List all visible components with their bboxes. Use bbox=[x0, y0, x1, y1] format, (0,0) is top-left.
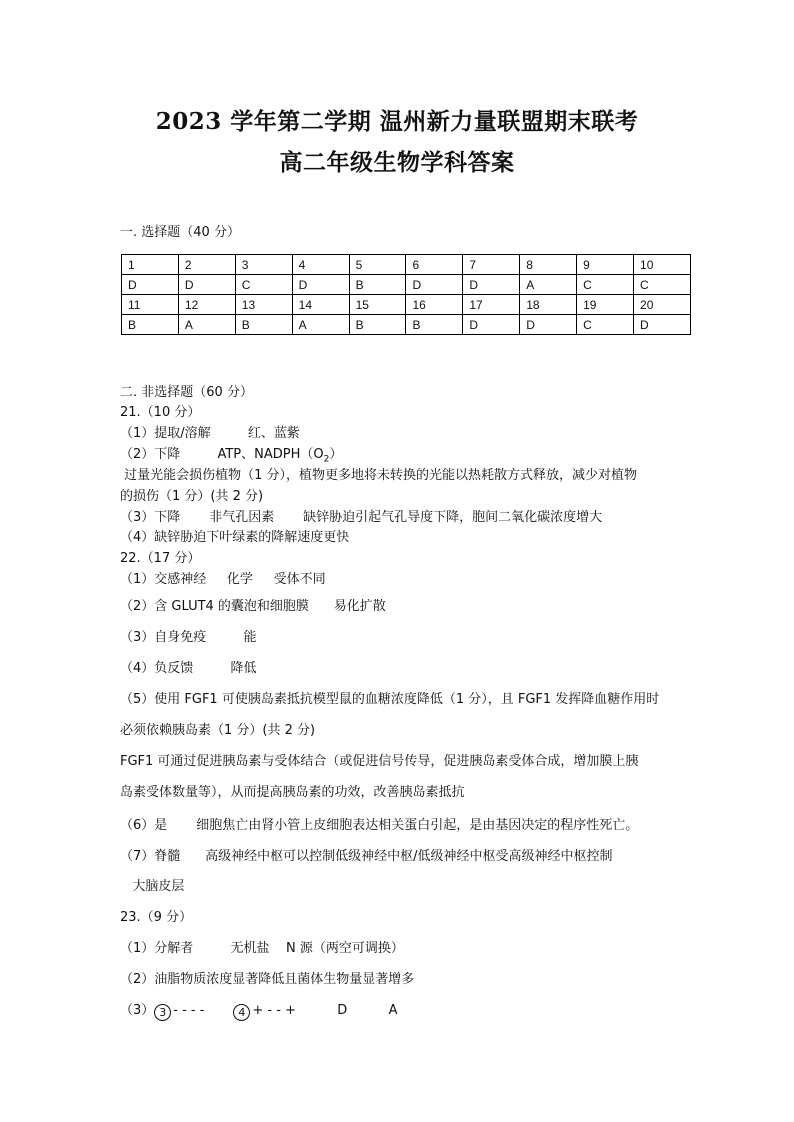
answer-table-cell: 11 bbox=[122, 295, 179, 315]
q22-line-3: （3）自身免疫 能 bbox=[120, 630, 257, 645]
answer-table-cell: 2 bbox=[178, 255, 235, 275]
answer-table-cell: A bbox=[520, 275, 577, 295]
answer-table-cell: D bbox=[634, 315, 691, 335]
answer-table-cell: B bbox=[122, 315, 179, 335]
answer-table-cell: 8 bbox=[520, 255, 577, 275]
answer-table-cell: 6 bbox=[406, 255, 463, 275]
answer-table-cell: C bbox=[235, 275, 292, 295]
section2-heading: 二. 非选择题（60 分） bbox=[120, 385, 253, 400]
answer-table-cell: 5 bbox=[349, 255, 406, 275]
answer-table-row bbox=[122, 275, 691, 295]
answer-table-row bbox=[122, 295, 691, 315]
answer-table-cell: A bbox=[178, 315, 235, 335]
answer-table-cell: 9 bbox=[577, 255, 634, 275]
q22-line-5: （5）使用 FGF1 可使胰岛素抵抗模型鼠的血糖浓度降低（1 分），且 FGF1 发挥降血糖作用时 bbox=[120, 692, 660, 707]
circled-number-3: 3 bbox=[154, 1004, 171, 1021]
answer-table-cell: D bbox=[520, 315, 577, 335]
q23-line-1: （1）分解者 无机盐 N 源（两空可调换） bbox=[120, 941, 404, 956]
answer-table-cell: 16 bbox=[406, 295, 463, 315]
exam-title: 2023 学年第二学期 温州新力量联盟期末联考 bbox=[155, 108, 639, 135]
answer-table-cell: 7 bbox=[463, 255, 520, 275]
q21-line-1: （1）提取/溶解 红、蓝紫 bbox=[120, 426, 300, 441]
q21-line-3: 过量光能会损伤植物（1 分），植物更多地将未转换的光能以热耗散方式释放，减少对植物 bbox=[120, 468, 638, 483]
circled-number-4: 4 bbox=[233, 1004, 250, 1021]
answer-table-cell: D bbox=[463, 315, 520, 335]
answer-table-cell: 3 bbox=[235, 255, 292, 275]
answer-table-cell: C bbox=[577, 275, 634, 295]
answer-table-cell: 13 bbox=[235, 295, 292, 315]
q21-line-4: 的损伤（1 分）(共 2 分) bbox=[120, 489, 264, 504]
q23-line-3: （3） 3 - - - - 4 + - - + D A bbox=[120, 1003, 398, 1019]
answer-table-row bbox=[122, 315, 691, 335]
answer-table-cell: D bbox=[178, 275, 235, 295]
q22-line-6: 必须依赖胰岛素（1 分）(共 2 分) bbox=[120, 723, 316, 738]
q22-line-2: （2）含 GLUT4 的囊泡和细胞膜 易化扩散 bbox=[120, 599, 386, 614]
q22-line-1: （1）交感神经 化学 受体不同 bbox=[120, 572, 326, 587]
q22-line-11: 大脑皮层 bbox=[120, 879, 185, 894]
answer-table-cell: D bbox=[292, 275, 349, 295]
answer-table-cell: 4 bbox=[292, 255, 349, 275]
answer-table-cell: 14 bbox=[292, 295, 349, 315]
answer-table-cell: B bbox=[235, 315, 292, 335]
q23-line-2: （2）油脂物质浓度显著降低且菌体生物量显著增多 bbox=[120, 972, 415, 987]
q22-line-7: FGF1 可通过促进胰岛素与受体结合（或促进信号传导，促进胰岛素受体合成，增加膜上胰 bbox=[120, 754, 639, 769]
q21-line-5: （3）下降 非气孔因素 缺锌胁迫引起气孔导度下降，胞间二氧化碳浓度增大 bbox=[120, 510, 603, 525]
answer-table-cell: 10 bbox=[634, 255, 691, 275]
q22-line-10: （7）脊髓 高级神经中枢可以控制低级神经中枢/低级神经中枢受高级神经中枢控制 bbox=[120, 849, 613, 864]
answer-table bbox=[121, 254, 691, 335]
answer-table-cell: C bbox=[634, 275, 691, 295]
answer-table-cell: 1 bbox=[122, 255, 179, 275]
answer-table-cell: 15 bbox=[349, 295, 406, 315]
answer-table-cell: B bbox=[349, 275, 406, 295]
q21-line-6: （4）缺锌胁迫下叶绿素的降解速度更快 bbox=[120, 530, 350, 545]
answer-table-cell: D bbox=[122, 275, 179, 295]
answer-table-cell: 17 bbox=[463, 295, 520, 315]
answer-table-cell: 19 bbox=[577, 295, 634, 315]
exam-subtitle: 高二年级生物学科答案 bbox=[279, 149, 515, 176]
q22-heading: 22.（17 分） bbox=[120, 551, 201, 566]
answer-table-cell: D bbox=[406, 275, 463, 295]
answer-table-cell: B bbox=[406, 315, 463, 335]
answer-table-cell: A bbox=[292, 315, 349, 335]
q22-line-9: （6）是 细胞焦亡由肾小管上皮细胞表达相关蛋白引起，是由基因决定的程序性死亡。 bbox=[120, 818, 639, 833]
q22-line-4: （4）负反馈 降低 bbox=[120, 661, 257, 676]
q21-line-2: （2）下降 ATP、$NADPH(O_2)$ bbox=[120, 447, 343, 465]
answer-table-cell: B bbox=[349, 315, 406, 335]
answer-table-row bbox=[122, 255, 691, 275]
answer-table-cell: 18 bbox=[520, 295, 577, 315]
q21-heading: 21.（10 分） bbox=[120, 405, 201, 420]
answer-table-cell: C bbox=[577, 315, 634, 335]
q22-line-8: 岛素受体数量等），从而提高胰岛素的功效，改善胰岛素抵抗 bbox=[120, 785, 465, 800]
answer-table-cell: D bbox=[463, 275, 520, 295]
section1-heading: 一. 选择题（40 分） bbox=[120, 225, 240, 240]
q23-heading: 23.（9 分） bbox=[120, 910, 193, 925]
answer-table-cell: 12 bbox=[178, 295, 235, 315]
answer-table-cell: 20 bbox=[634, 295, 691, 315]
